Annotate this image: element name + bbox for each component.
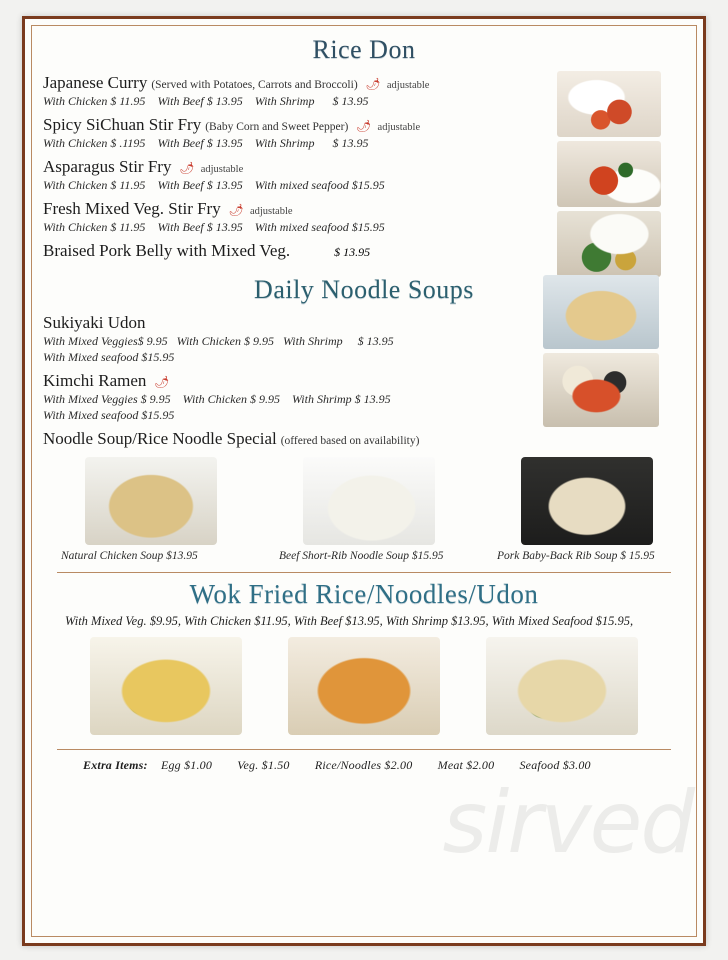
option: With Shrimp [282, 334, 343, 348]
noodle-soups-items [43, 313, 513, 449]
wok-fried-heading: Wok Fried Rice/Noodles/Udon [189, 579, 539, 609]
adjustable-label: adjustable [200, 164, 244, 175]
chili-icon: 🌶 [365, 77, 381, 91]
dish-note: (Baby Corn and Sweet Pepper) [205, 121, 349, 133]
dish-name: Japanese Curry [43, 73, 148, 92]
dish-note: (offered based on availability) [280, 435, 420, 447]
menu-item-options [43, 178, 473, 193]
rice-don-items [43, 73, 473, 261]
dish-name: Fresh Mixed Veg. Stir Fry [43, 199, 221, 218]
option-price: $ 13.95 [332, 136, 369, 150]
short-rib-soup-photo [303, 457, 435, 545]
dish-note: (Served with Potatoes, Carrots and Broccoli) [151, 79, 358, 91]
wok-options-line: With Mixed Veg. $9.95, With Chicken $11.95, With Beef $13.95, With Shrimp $13.95, With Mixed Seafood $15.95, [65, 614, 634, 628]
option: With mixed seafood $15.95 [254, 220, 385, 234]
wok-photos [67, 637, 661, 735]
menu-item-options [43, 220, 473, 235]
option: With Beef $ 13.95 [157, 178, 243, 192]
extra-item: Egg $1.00 [160, 758, 213, 772]
option: With Shrimp [254, 136, 315, 150]
menu-item-options-2 [43, 408, 513, 423]
option-price: $ 13.95 [332, 94, 369, 108]
adjustable-label: adjustable [249, 206, 293, 217]
chili-icon: 🌶 [356, 119, 372, 133]
menu-item-options [43, 94, 473, 109]
chicken-soup-photo [85, 457, 217, 545]
option-price: $ 13.95 [357, 334, 394, 348]
daily-noodle-soups-heading: Daily Noodle Soups [254, 275, 474, 304]
dish-name: Braised Pork Belly with Mixed Veg. [43, 241, 291, 260]
chili-icon: 🌶 [154, 375, 170, 389]
option: With Chicken $ 9.95 [182, 392, 280, 406]
sirved-watermark: sirved [442, 773, 693, 873]
kimchi-ramen-photo [543, 353, 659, 427]
chili-icon: 🌶 [228, 203, 244, 217]
sichuan-stirfry-photo [557, 141, 661, 207]
option: With Beef $ 13.95 [157, 136, 243, 150]
noodle-soups-photos [543, 275, 663, 431]
special-soup-1 [61, 457, 241, 562]
menu-item-sukiyaki-udon [43, 313, 513, 333]
section-wok-fried [43, 579, 685, 735]
menu-item-japanese-curry [43, 73, 473, 93]
option: With Mixed Veggies $ 9.95 [43, 392, 171, 406]
dish-name: Asparagus Stir Fry [43, 157, 172, 176]
option: With Mixed Veggies$ 9.95 [43, 334, 168, 348]
sukiyaki-udon-photo [543, 275, 659, 349]
option: With Mixed seafood $15.95 [43, 408, 175, 422]
adjustable-label: adjustable [386, 80, 430, 91]
option: With Beef $ 13.95 [157, 220, 243, 234]
option: With Chicken $ 11.95 [43, 94, 146, 108]
option: With Chicken $ 11.95 [43, 220, 146, 234]
asparagus-stirfry-photo [557, 211, 661, 277]
menu-item-fresh-mixed-veg-stir-fry [43, 199, 473, 219]
special-soups-row [61, 457, 677, 562]
option: With Chicken $ 9.95 [176, 334, 274, 348]
udon-stirfry-photo [486, 637, 638, 735]
menu-item-kimchi-ramen [43, 371, 513, 391]
extra-item: Rice/Noodles $2.00 [314, 758, 413, 772]
curry-rice-photo [557, 71, 661, 137]
extra-item: Meat $2.00 [437, 758, 495, 772]
fried-rice-photo [288, 637, 440, 735]
rice-don-heading: Rice Don [312, 35, 416, 64]
extra-items-row [83, 758, 685, 773]
menu-border-outer [22, 16, 706, 946]
dish-name: Sukiyaki Udon [43, 313, 146, 332]
special-soup-caption: Natural Chicken Soup $13.95 [61, 550, 198, 562]
special-soup-caption: Pork Baby-Back Rib Soup $ 15.95 [497, 550, 655, 562]
baby-back-rib-soup-photo [521, 457, 653, 545]
special-soup-2 [279, 457, 459, 562]
section-daily-noodle-soups [43, 275, 685, 562]
lo-mein-photo [90, 637, 242, 735]
option: With Mixed seafood $15.95 [43, 350, 175, 364]
chili-icon: 🌶 [179, 161, 195, 175]
menu-item-asparagus-stir-fry [43, 157, 473, 177]
option: With Shrimp $ 13.95 [291, 392, 391, 406]
extra-item: Seafood $3.00 [519, 758, 591, 772]
adjustable-label: adjustable [377, 122, 421, 133]
option: With Beef $ 13.95 [157, 94, 243, 108]
footer-divider [57, 749, 671, 750]
section-rice-don [43, 35, 685, 261]
menu-item-options-2 [43, 350, 513, 365]
option: With Chicken $ 11.95 [43, 178, 146, 192]
menu-item-options [43, 334, 513, 349]
menu-item-braised-pork-belly [43, 241, 473, 261]
option: With Shrimp [254, 94, 315, 108]
menu-item-options [43, 136, 473, 151]
dish-name: Kimchi Ramen [43, 371, 147, 390]
dish-price: $ 13.95 [334, 245, 371, 259]
section-divider [57, 572, 671, 573]
extra-item: Veg. $1.50 [237, 758, 290, 772]
option: With mixed seafood $15.95 [254, 178, 385, 192]
menu-item-options [43, 392, 513, 407]
special-soup-3 [497, 457, 677, 562]
special-soup-caption: Beef Short-Rib Noodle Soup $15.95 [279, 550, 444, 562]
menu-item-noodle-soup-special [43, 429, 513, 449]
dish-name: Noodle Soup/Rice Noodle Special [43, 429, 277, 448]
extra-items-label: Extra Items: [83, 758, 148, 772]
rice-don-photos [557, 71, 665, 281]
menu-sheet [25, 19, 703, 943]
menu-item-spicy-sichuan-stir-fry [43, 115, 473, 135]
dish-name: Spicy SiChuan Stir Fry [43, 115, 202, 134]
option: With Chicken $ .1195 [43, 136, 146, 150]
